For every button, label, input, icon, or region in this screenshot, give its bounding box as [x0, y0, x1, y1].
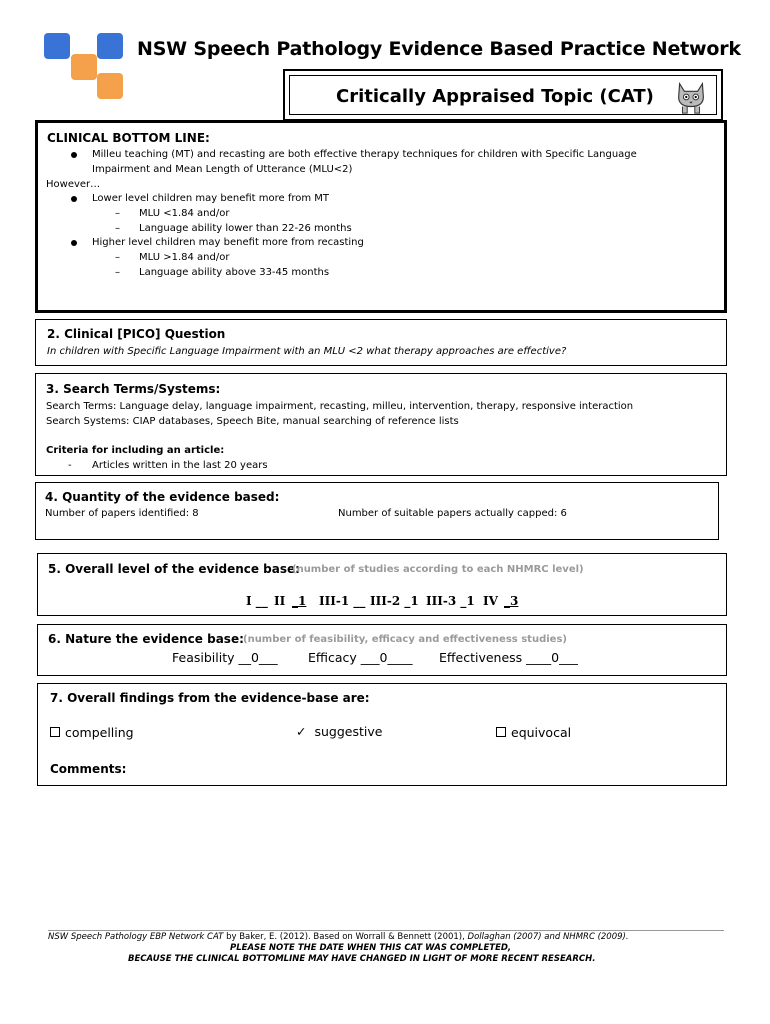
level-iv-label: IV: [483, 594, 498, 608]
footer-divider: [48, 930, 724, 931]
quantity-section: [35, 482, 719, 540]
org-title: NSW Speech Pathology Evidence Based Practice Network: [137, 38, 741, 60]
level-ii-label: II: [274, 594, 286, 608]
footer-citation: NSW Speech Pathology EBP Network CAT by Baker, E. (2012). Based on Worrall & Bennett (2001), Dollaghan (2007) and NHMRC (2009).: [48, 932, 629, 942]
dash-icon: –: [115, 252, 120, 263]
bottom-line-item-1: Milleu teaching (MT) and recasting are both effective therapy techniques for children with Specific Language: [92, 149, 637, 160]
nature-heading: 6. Nature the evidence base:: [48, 632, 244, 646]
search-terms-section: [35, 373, 727, 476]
level-iv-value: _3: [504, 594, 519, 608]
quantity-heading: 4. Quantity of the evidence based:: [45, 490, 280, 504]
bullet-icon: [71, 152, 77, 158]
level-i: I __: [246, 594, 268, 608]
option-suggestive[interactable]: ✓ suggestive: [296, 724, 383, 739]
bullet-icon: [71, 196, 77, 202]
effectiveness-count: Effectiveness ____0___: [439, 650, 578, 665]
level-ii-value: _1: [292, 594, 307, 608]
cat-title: Critically Appraised Topic (CAT): [336, 86, 654, 107]
evidence-nature-section: [37, 624, 727, 676]
pico-heading: 2. Clinical [PICO] Question: [47, 327, 226, 341]
bottom-line-item-3: Higher level children may benefit more from recasting: [92, 237, 364, 248]
comments-label: Comments:: [50, 762, 127, 776]
logo-square-orange-2: [97, 73, 123, 99]
footer-note-1: PLEASE NOTE THE DATE WHEN THIS CAT WAS COMPLETED,: [230, 943, 512, 953]
bottom-line-heading: CLINICAL BOTTOM LINE:: [47, 131, 210, 145]
bottom-line-item-2: Lower level children may benefit more from MT: [92, 193, 330, 204]
footer-note-2: BECAUSE THE CLINICAL BOTTOMLINE MAY HAVE CHANGED IN LIGHT OF MORE RECENT RESEARCH.: [128, 954, 596, 964]
search-terms: Search Terms: Language delay, language impairment, recasting, milleu, intervention, therapy, responsive interaction: [46, 401, 634, 412]
efficacy-count: Efficacy ___0____: [308, 650, 413, 665]
level-iii-3: III-3 _1: [426, 594, 475, 608]
search-heading: 3. Search Terms/Systems:: [46, 382, 221, 396]
evidence-level-section: [37, 553, 727, 616]
dash-icon: –: [115, 208, 120, 219]
sub-item: Language ability lower than 22-26 months: [139, 223, 352, 234]
level-iii-1: III-1 __: [319, 594, 366, 608]
papers-suitable: Number of suitable papers actually capped: 6: [338, 508, 567, 519]
level-note: (number of studies according to each NHMRC level): [292, 564, 584, 575]
criteria-item: Articles written in the last 20 years: [92, 460, 268, 471]
sub-item: MLU >1.84 and/or: [139, 252, 230, 263]
nature-note: (number of feasibility, efficacy and effectiveness studies): [243, 634, 567, 645]
checkmark-icon: ✓: [296, 724, 307, 739]
papers-identified: Number of papers identified: 8: [45, 508, 199, 519]
findings-heading: 7. Overall findings from the evidence-base are:: [50, 691, 370, 705]
level-heading: 5. Overall level of the evidence base:: [48, 562, 300, 576]
option-compelling[interactable]: compelling: [50, 725, 134, 740]
cat-mascot-icon: [672, 78, 710, 116]
sub-item: Language ability above 33-45 months: [139, 267, 330, 278]
overall-findings-section: [37, 683, 727, 786]
option-equivocal[interactable]: equivocal: [496, 725, 571, 740]
checkbox-icon[interactable]: [496, 727, 506, 737]
search-systems: Search Systems: CIAP databases, Speech Bite, manual searching of reference lists: [46, 416, 459, 427]
logo-square-orange-1: [71, 54, 97, 80]
logo-square-blue-2: [97, 33, 123, 59]
criteria-heading: Criteria for including an article:: [46, 445, 225, 456]
feasibility-count: Feasibility __0___: [172, 650, 278, 665]
however-text: However…: [46, 179, 101, 190]
clinical-bottom-line-section: [35, 120, 727, 313]
pico-section: [35, 319, 727, 366]
dash-icon: -: [68, 460, 72, 471]
level-iii-2: III-2 _1: [370, 594, 419, 608]
cat-title-box: [283, 69, 723, 121]
bottom-line-item-1-cont: Impairment and Mean Length of Utterance (MLU<2): [92, 164, 353, 175]
checkbox-icon[interactable]: [50, 727, 60, 737]
dash-icon: –: [115, 267, 120, 278]
logo-square-blue-1: [44, 33, 70, 59]
dash-icon: –: [115, 223, 120, 234]
pico-question: In children with Specific Language Impairment with an MLU <2 what therapy approaches are effective?: [47, 346, 567, 357]
sub-item: MLU <1.84 and/or: [139, 208, 230, 219]
bullet-icon: [71, 240, 77, 246]
